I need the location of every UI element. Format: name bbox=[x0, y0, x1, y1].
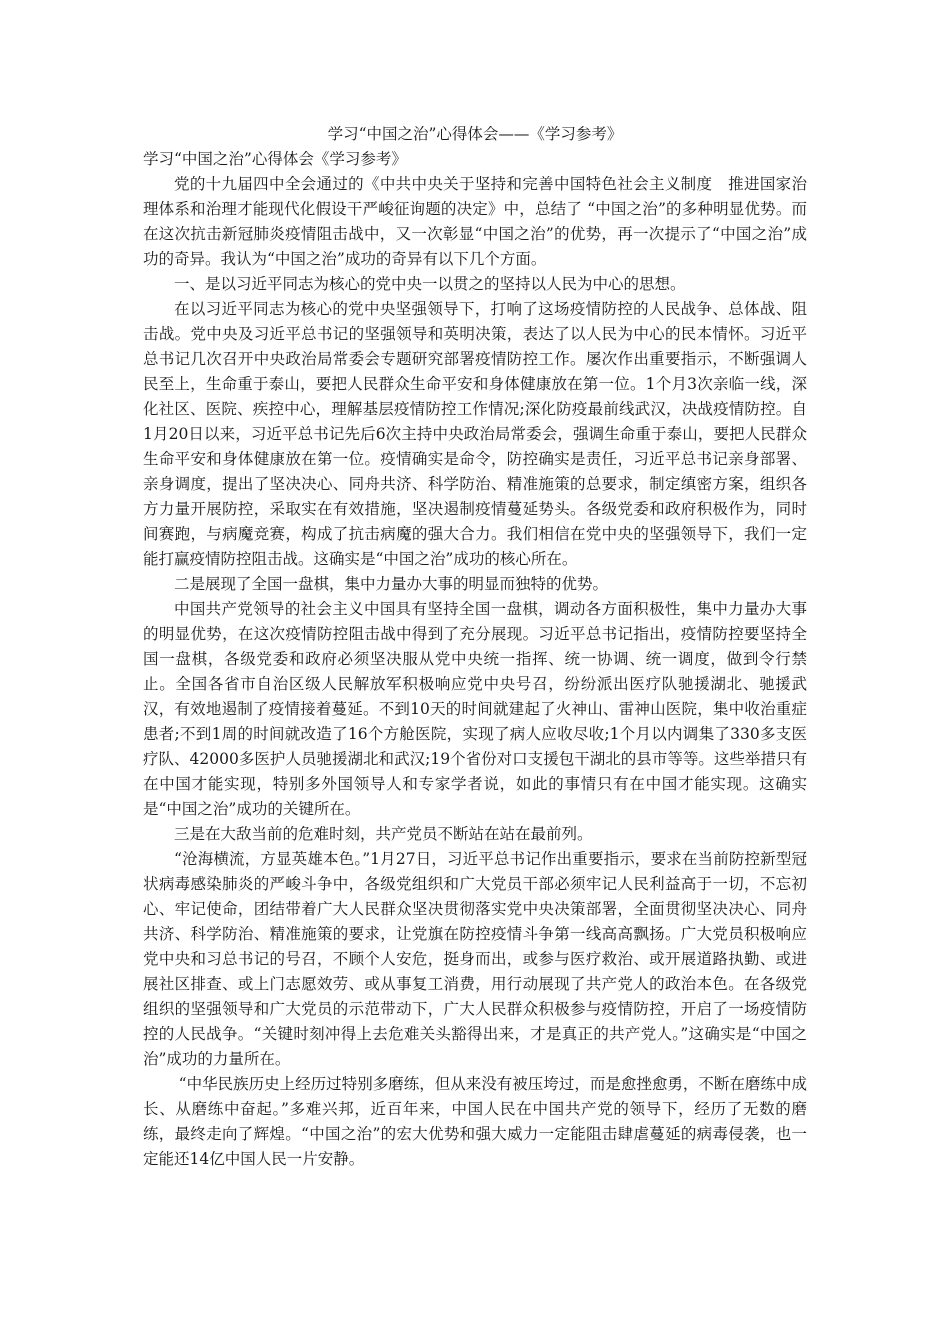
section-body-1: 在以习近平同志为核心的党中央坚强领导下，打响了这场疫情防控的人民战争、总体战、阻击战。党中央及习近平总书记的坚强领导和英明决策，表达了以人民为中心的民本情怀。习近平总书记几次召开中央政治局常委会专题研究部署疫情防控工作。屡次作出重要指示，不断强调人民至上，生命重于泰山，要把人民群众生命平安和身体健康放在第一位。1个月3次亲临一线，深化社区、医院、疾控中心，理解基层疫情防控工作情况;深化防疫最前线武汉，决战疫情防控。自1月20日以来，习近平总书记先后6次主持中央政治局常委会，强调生命重于泰山，要把人民群众生命平安和身体健康放在第一位。疫情确实是命令，防控确实是责任，习近平总书记亲身部署、亲身调度，提出了坚决决心、同舟共济、科学防治、精准施策的总要求，制定缜密方案，组织各方力量开展防控，采取实在有效措施，坚决遏制疫情蔓延势头。各级党委和政府积极作为，同时间赛跑，与病魔竞赛，构成了抗击病魔的强大合力。我们相信在党中央的坚强领导下，我们一定能打赢疫情防控阻击战。这确实是“中国之治”成功的核心所在。 bbox=[143, 300, 807, 568]
section-heading-2: 二是展现了全国一盘棋，集中力量办大事的明显而独特的优势。 bbox=[174, 575, 609, 593]
intro-paragraph: 党的十九届四中全会通过的《中共中央关于坚持和完善中国特色社会主义制度 推进国家治理体系和治理才能现代化假设干严峻征询题的决定》中，总结了 “中国之治”的多种明显优势。而在这次抗击新冠肺炎疫情阻击战中，又一次彰显“中国之治”的优势，再一次提示了“中国之治”成功的奇异。我认为“中国之治”成功的奇异有以下几个方面。 bbox=[143, 175, 807, 268]
closing-paragraph: “中华民族历史上经历过特别多磨练，但从来没有被压垮过，而是愈挫愈勇，不断在磨练中成长、从磨练中奋起。”多难兴邦，近百年来，中国人民在中国共产党的领导下，经历了无数的磨练，最终走向了辉煌。“中国之治”的宏大优势和强大威力一定能阻击肆虐蔓延的病毒侵袭，也一定能还14亿中国人民一片安静。 bbox=[143, 1075, 807, 1168]
document-subtitle: 学习“中国之治”心得体会《学习参考》 bbox=[143, 150, 407, 168]
document-page bbox=[143, 122, 807, 1172]
section-body-2: 中国共产党领导的社会主义中国具有坚持全国一盘棋，调动各方面积极性，集中力量办大事的明显优势，在这次疫情防控阻击战中得到了充分展现。习近平总书记指出，疫情防控要坚持全国一盘棋，各级党委和政府必须坚决服从党中央统一指挥、统一协调、统一调度，做到令行禁止。全国各省市自治区级人民解放军积极响应党中央号召，纷纷派出医疗队驰援湖北、驰援武汉，有效地遏制了疫情接着蔓延。不到10天的时间就建起了火神山、雷神山医院，集中收治重症患者;不到1周的时间就改造了16个方舱医院，实现了病人应收尽收;1个月以内调集了330多支医疗队、42000多医护人员驰援湖北和武汉;19个省份对口支援包干湖北的县市等等。这些举措只有在中国才能实现，特别多外国领导人和专家学者说，如此的事情只有在中国才能实现。这确实是“中国之治”成功的关键所在。 bbox=[143, 600, 807, 818]
document-title: 学习“中国之治”心得体会——《学习参考》 bbox=[327, 125, 623, 143]
section-body-3: “沧海横流，方显英雄本色。”1月27日，习近平总书记作出重要指示，要求在当前防控新型冠状病毒感染肺炎的严峻斗争中，各级党组织和广大党员干部必须牢记人民利益高于一切，不忘初心、牢记使命，团结带着广大人民群众坚决贯彻落实党中央决策部署，全面贯彻坚决决心、同舟共济、科学防治、精准施策的要求，让党旗在防控疫情斗争第一线高高飘扬。广大党员积极响应党中央和习总书记的号召，不顾个人安危，挺身而出，或参与医疗救治、或开展道路执勤、或进展社区排查、或上门志愿效劳、或从事复工消费，用行动展现了共产党人的政治本色。在各级党组织的坚强领导和广大党员的示范带动下，广大人民群众积极参与疫情防控，开启了一场疫情防控的人民战争。“关键时刻冲得上去危难关头豁得出来，才是真正的共产党人。”这确实是“中国之治”成功的力量所在。 bbox=[143, 850, 807, 1068]
section-heading-1: 一、是以习近平同志为核心的党中央一以贯之的坚持以人民为中心的思想。 bbox=[174, 275, 686, 293]
section-heading-3: 三是在大敌当前的危难时刻，共产党员不断站在站在最前列。 bbox=[174, 825, 593, 843]
